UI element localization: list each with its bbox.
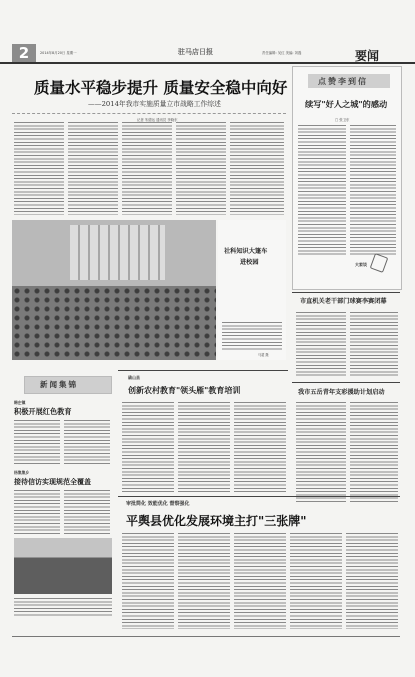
digest-item1-headline: 积极开展红色教育 — [14, 407, 72, 416]
column-headline: 续写"好人之城"的感动 — [305, 99, 388, 109]
bottom-story-headline: 平舆县优化发展环境主打"三张牌" — [126, 514, 307, 528]
masthead-date: 2014年8月20日 星期一 — [40, 51, 77, 55]
lead-text-col5 — [230, 122, 284, 215]
digest-item2-headline: 接待信访实现规范全覆盖 — [14, 478, 91, 486]
digest-item1-col1 — [14, 420, 60, 466]
photo-crowd — [12, 286, 216, 360]
middle-story-col2 — [178, 402, 230, 492]
lead-byline: 记者 朱德运 通讯员 李晓东 — [137, 118, 178, 122]
column-byline: □ 张卫东 — [335, 118, 350, 122]
digest-photo — [14, 538, 112, 594]
photo-title-line1: 社科知识大篷车 — [224, 248, 268, 255]
bottom-story-col3 — [234, 533, 286, 629]
column-text-col2 — [350, 125, 396, 255]
photo-title-line2: 进校园 — [240, 259, 259, 266]
lead-text-col3 — [122, 122, 172, 215]
middle-story-headline: 创新农村教育"领头雁"教育培训 — [128, 386, 241, 395]
paper-logo: 驻马店日报 — [178, 48, 213, 56]
bottom-story-col1 — [122, 533, 174, 629]
digest-banner: 新闻集锦 — [40, 380, 78, 389]
bottom-story-col2 — [178, 533, 230, 629]
column-banner: 点赞李到信 — [318, 77, 368, 86]
middle-story-col3 — [234, 402, 286, 492]
right-news-headline1: 市直机关老干部门球赛李赛闭幕 — [300, 298, 387, 305]
column-text-col1 — [298, 125, 346, 255]
middle-story-col1 — [122, 402, 174, 492]
page-number: 2 — [12, 44, 36, 62]
lead-text-col4 — [176, 122, 226, 215]
lead-subhead: ——2014年我市实施质量立市战略工作综述 — [88, 100, 221, 108]
lead-text-col1 — [14, 122, 64, 215]
lead-headline: 质量水平稳步提升 质量安全稳中向好 — [34, 79, 288, 97]
digest-item2-col2 — [64, 490, 110, 534]
masthead-editor: 责任编辑: 吴红 美编: 刘磊 — [262, 51, 302, 55]
middle-story-rule — [118, 370, 288, 371]
column-signature: 大家谈 — [355, 262, 367, 267]
right-news-rule2 — [292, 382, 400, 383]
lead-rule — [12, 113, 286, 114]
digest-item2-col1 — [14, 490, 60, 534]
photo-credit: 马超 摄 — [258, 353, 269, 357]
bottom-story-kicker: 审批简化 效能优化 督察强化 — [126, 501, 190, 507]
photo-caption-text — [222, 322, 282, 350]
right-news1-col1 — [296, 312, 346, 378]
bottom-story-col5 — [346, 533, 398, 629]
digest-photo-caption — [14, 598, 112, 618]
right-news1-col2 — [350, 312, 398, 378]
photo-building — [70, 225, 165, 280]
middle-story-kicker: 确山县 — [128, 375, 140, 380]
bottom-story-col4 — [290, 533, 342, 629]
page-bottom-rule — [12, 636, 400, 637]
right-news2-col1 — [296, 402, 346, 502]
digest-item1-kicker: 韩庄镇 — [14, 400, 26, 405]
bottom-story-rule — [118, 496, 400, 497]
right-news-headline2: 我市五岳青年支彩援助计划启动 — [298, 389, 385, 396]
right-news-rule1 — [292, 292, 400, 293]
lead-text-col2 — [68, 122, 118, 215]
digest-item2-kicker: 杨集集乡 — [14, 470, 30, 475]
digest-item1-col2 — [64, 420, 110, 466]
right-news2-col2 — [350, 402, 398, 502]
section-name: 要闻 — [355, 49, 380, 63]
